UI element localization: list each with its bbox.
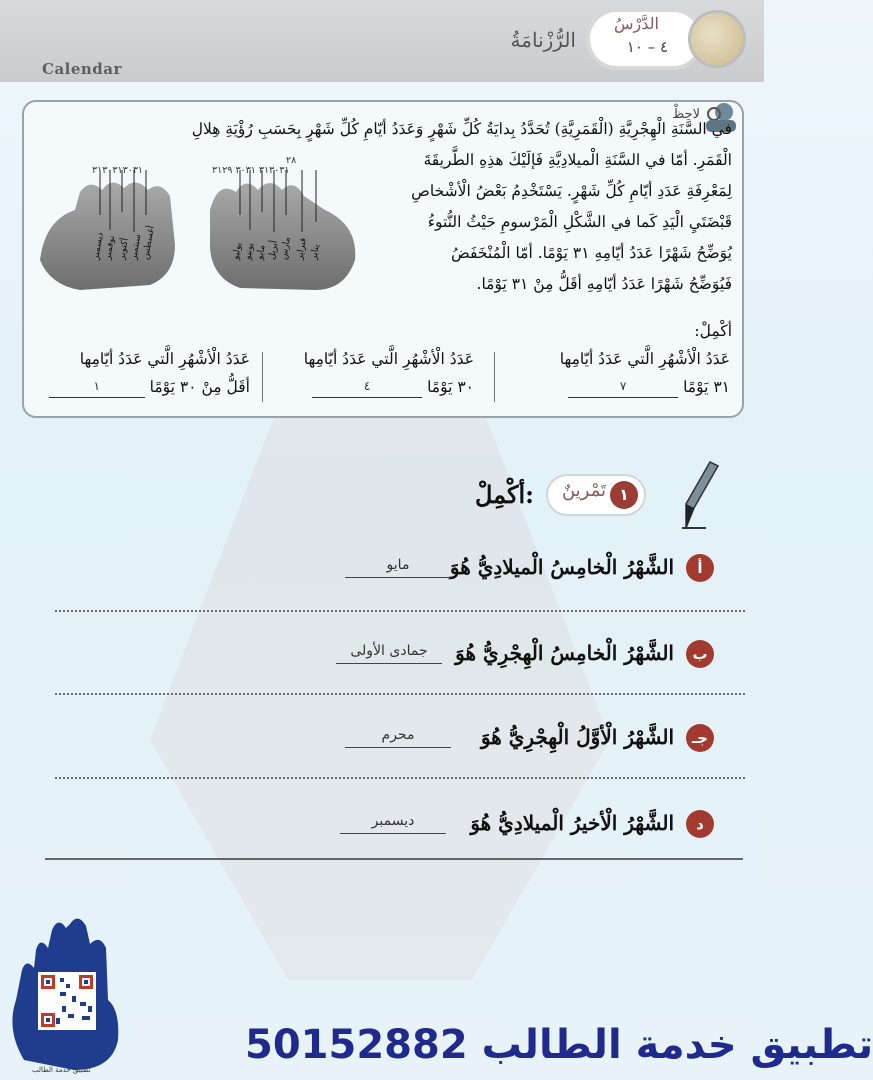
dotted-separator: [55, 693, 745, 695]
qr-code-hand-logo: [4, 910, 124, 1080]
note-line-5: يُوَضِّحُ شَهْرًا عَدَدُ أيّامِهِ ٣١ يَوْمًا. أمّا الْمُنْخَفَضُ: [451, 244, 732, 262]
question-b-text: الشَّهْرُ الْخامِسُ الْهِجْرِيُّ هُوَ: [455, 641, 674, 665]
left-fist-month-label: ديسمبر: [91, 231, 106, 261]
question-b-badge: ب: [686, 640, 714, 668]
fill-2-bottom: ٣٠ يَوْمًا ٤: [312, 378, 474, 398]
complete-label: أكْمِلْ:: [694, 322, 732, 340]
note-label: لاحِظْ: [672, 107, 700, 122]
fill-1-bottom: ٣١ يَوْمًا ٧: [568, 378, 730, 398]
right-fist-month-label: يوليو: [231, 241, 244, 261]
note-line-2: الْقَمَرِ. أمّا في السَّنَةِ الْميلادِيَّةِ فَإلَيْكَ هذِهِ الطَّريقَةَ: [423, 151, 732, 169]
divider: [494, 352, 495, 402]
fill-1-top: عَدَدُ الْأشْهُرِ الَّتي عَدَدُ أيّامِها: [559, 350, 730, 368]
brand-text: تطبيق خدمة الطالب 50152882: [245, 1022, 873, 1068]
question-a-badge: أ: [686, 554, 714, 582]
english-title: Calendar: [42, 60, 122, 78]
footer-caption: تطبيق خدمة الطالب: [32, 1066, 91, 1074]
fill-3-answer[interactable]: ١: [49, 379, 145, 398]
pencil-icon: [680, 462, 720, 530]
left-fist-month-label: سبتمبر: [129, 233, 144, 261]
watermark-shape: [150, 380, 610, 980]
right-fist-month-label: فبراير: [295, 237, 309, 261]
mascot-face-icon: [688, 10, 746, 68]
question-c-text: الشَّهْرُ الْأوَّلُ الْهِجْرِيُّ هُوَ: [480, 725, 674, 749]
fill-2-answer[interactable]: ٤: [312, 379, 422, 398]
fists-illustration: [40, 150, 360, 310]
right-fist-month-label: يونيو: [243, 242, 256, 261]
exercise-title: أكْمِلْ:: [474, 480, 534, 509]
left-fist-numbers: ٣١٣٠٣١٣٠٣١: [92, 165, 144, 176]
fill-3-bottom: أقَلُّ مِنْ ٣٠ يَوْمًا ١: [49, 378, 250, 398]
right-fist-month-label: مارس: [279, 236, 293, 261]
bottom-rule: [45, 858, 743, 860]
dotted-separator: [55, 777, 745, 779]
question-c-badge: جـ: [686, 724, 714, 752]
question-d-answer[interactable]: ديسمبر: [340, 813, 446, 834]
left-fist-month-label: أكتوبر: [117, 237, 131, 261]
question-a-answer[interactable]: مايو: [345, 557, 451, 578]
left-fist-month-label: أغسطس: [141, 225, 157, 261]
unit-title: الرُّزْنامَةُ: [510, 28, 576, 52]
right-fist-month-label: يناير: [309, 243, 322, 261]
fill-2-top: عَدَدُ الْأشْهُرِ الَّتي عَدَدُ أيّامِها: [303, 350, 474, 368]
lesson-number: ٤ – ١٠: [626, 38, 668, 56]
lesson-label: الدَّرْسُ: [614, 14, 659, 33]
note-line-1: في السَّنَةِ الْهِجْرِيَّةِ (الْقَمَرِيَّةِ) تُحَدَّدُ بِدايَةُ كُلِّ شَهْرٍ وَعَدَدُ أيّامِ كُلِّ شَهْرٍ بِحَسَبِ رُؤْيَةِ هِلالِ: [191, 120, 732, 138]
question-d-badge: د: [686, 810, 714, 838]
question-b-answer[interactable]: جمادى الأولى: [336, 643, 442, 664]
note-line-3: لِمَعْرِفَةِ عَدَدِ أيّامِ كُلِّ شَهْرٍ. يَسْتَخْدِمُ بَعْضُ الْأشْخاصِ: [411, 182, 732, 200]
note-line-4: قَبْضَتَيِ الْيَدِ كَما في الشَّكْلِ الْمَرْسومِ حَيْثُ النُّتوءُ: [427, 213, 732, 231]
note-line-6: فَيُوَضِّحُ شَهْرًا عَدَدُ أيّامِهِ أقَلُّ مِنْ ٣١ يَوْمًا.: [476, 275, 732, 293]
right-fist-top-number: ٢٨: [286, 155, 297, 166]
divider: [262, 352, 263, 402]
question-c-answer[interactable]: محرم: [345, 727, 451, 748]
fill-3-top: عَدَدُ الْأشْهُرِ الَّتي عَدَدُ أيّامِها: [79, 350, 250, 368]
exercise-number: ١: [610, 481, 638, 509]
question-d-text: الشَّهْرُ الْأخيرُ الْميلادِيُّ هُوَ: [470, 811, 674, 835]
fill-1-answer[interactable]: ٧: [568, 379, 678, 398]
right-fist-numbers: ٣١٣٠٣١ ٣٠٣١ ٣١٢٩: [212, 165, 290, 176]
dotted-separator: [55, 610, 745, 612]
question-a-text: الشَّهْرُ الْخامِسُ الْميلادِيُّ هُوَ: [449, 555, 674, 579]
exercise-label: تَمْرينٌ: [561, 480, 606, 501]
right-fist-month-label: أبريل: [267, 239, 281, 261]
right-fist-month-label: مايو: [255, 244, 268, 261]
left-fist-month-label: نوفمبر: [103, 234, 118, 261]
